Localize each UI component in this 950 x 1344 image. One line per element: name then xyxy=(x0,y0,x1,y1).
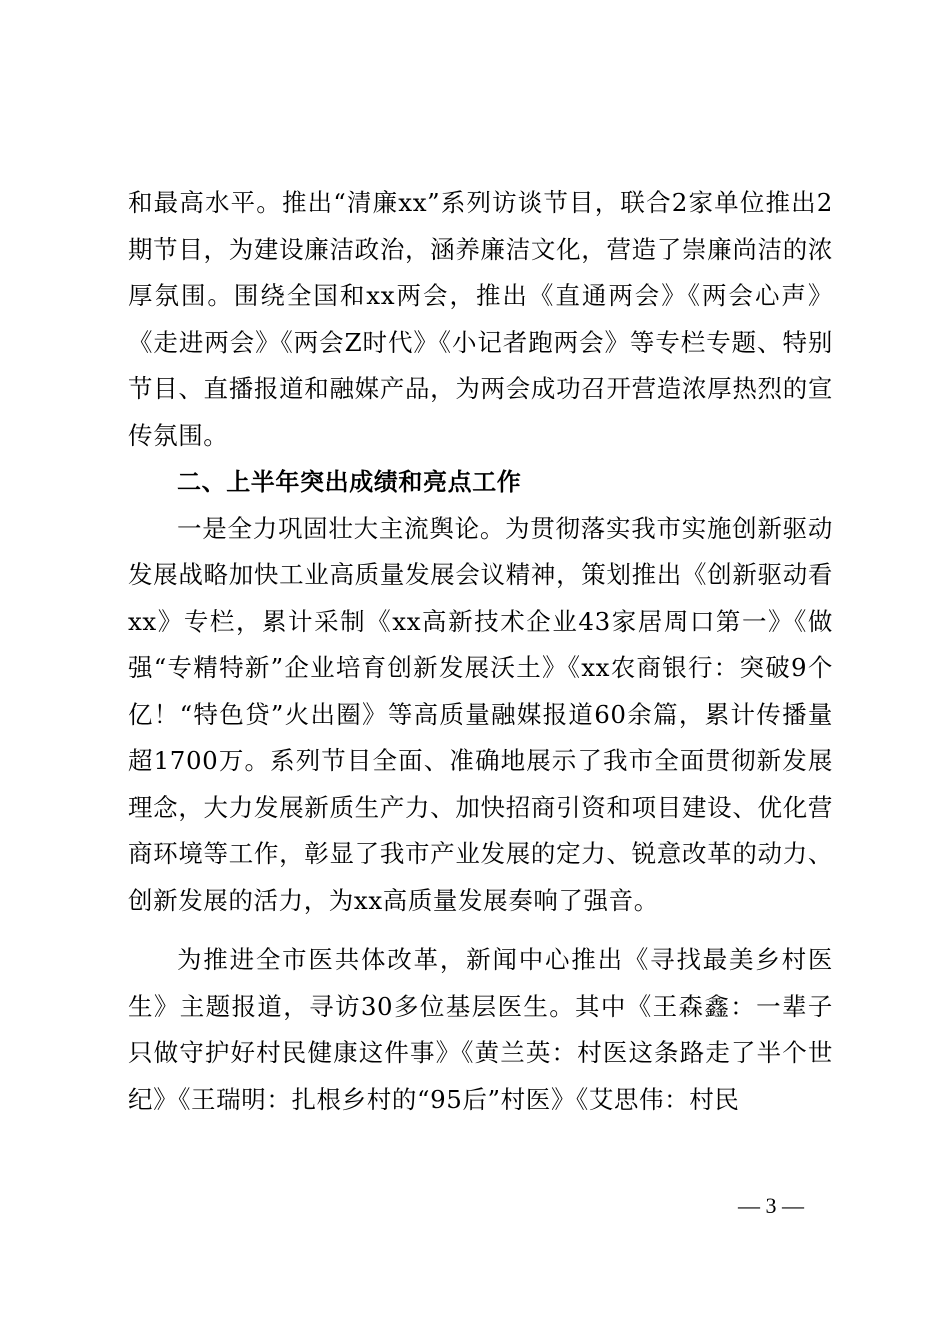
paragraph-rural-doctors: 为推进全市医共体改革，新闻中心推出《寻找最美乡村医生》主题报道，寻访30多位基层医生。其中《王森鑫：一辈子只做守护好村民健康这件事》《黄兰英：村医这条路走了半个世纪》《王瑞明：扎根乡村的“95后”村医》《艾思伟：村民 xyxy=(128,945,833,1114)
page-number: — 3 — xyxy=(738,1193,804,1218)
paragraph-continuation: 和最高水平。推出“清廉xx”系列访谈节目，联合2家单位推出2期节目，为建设廉洁政治，涵养廉洁文化，营造了崇廉尚洁的浓厚氛围。围绕全国和xx两会，推出《直通两会》《两会心声》《走进两会》《两会Z时代》《小记者跑两会》等专栏专题、特别节目、直播报道和融媒产品，为两会成功召开营造浓厚热烈的宣传氛围。 xyxy=(128,188,833,450)
section-heading: 二、上半年突出成绩和亮点工作 xyxy=(177,468,522,496)
paragraph-gap xyxy=(128,924,833,937)
body-text xyxy=(128,180,833,1123)
paragraph-mainstream-opinion: 一是全力巩固壮大主流舆论。为贯彻落实我市实施创新驱动发展战略加快工业高质量发展会议精神，策划推出《创新驱动看xx》专栏，累计采制《xx高新技术企业43家居周口第一》《做强“专精特新”企业培育创新发展沃土》《xx农商银行：突破9个亿！“特色贷”火出圈》等高质量融媒报道60余篇，累计传播量超1700万。系列节目全面、准确地展示了我市全面贯彻新发展理念，大力发展新质生产力、加快招商引资和项目建设、优化营商环境等工作，彰显了我市产业发展的定力、锐意改革的动力、创新发展的活力，为xx高质量发展奏响了强音。 xyxy=(128,513,833,915)
